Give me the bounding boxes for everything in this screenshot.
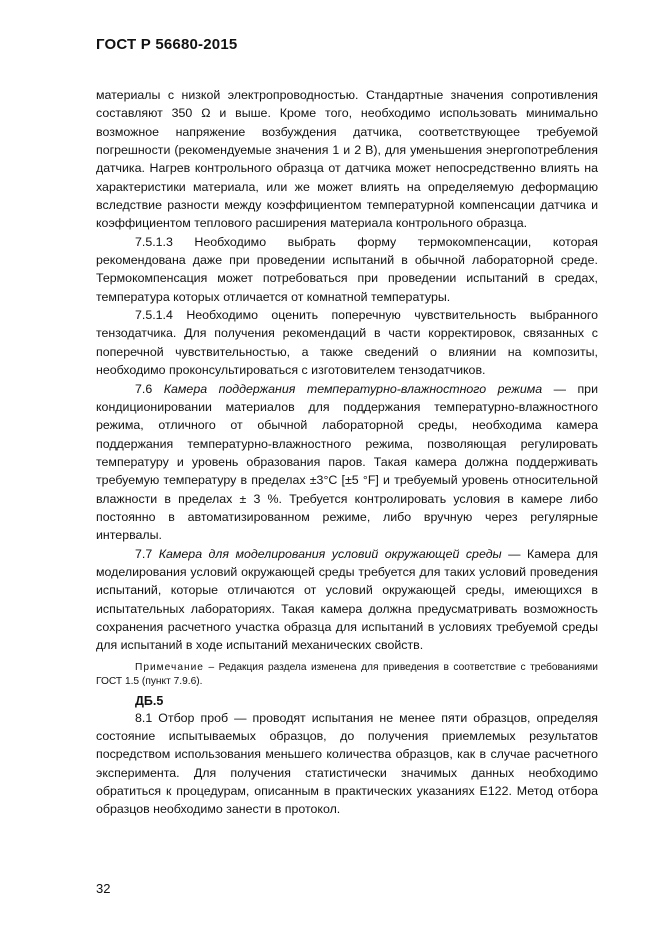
clause-number: 7.6: [135, 381, 153, 396]
note-label: Примечание: [135, 661, 204, 673]
clause-number: 7.7: [135, 546, 153, 561]
clause-text: — при кондиционировании материалов для поддержания температурно-влажностного режима, отличного от обычной лабораторной среды, необходима камера поддержания температурно-влажностного режима, позволяющая регулировать температуру и уровень образования паров. Такая камера должна поддерживать требуемую температуру в пределах ±3°С [±5 °F] и требуемый уровень относительной влажности в пределах ± 3 %. Требуется контролировать условия в камере либо постоянно в автоматизированном режиме, либо вручную через регулярные интервалы.: [96, 381, 598, 543]
paragraph-continuation: материалы с низкой электропроводностью. Стандартные значения сопротивления составляют 350 Ω и выше. Кроме того, необходимо использовать минимально возможное напряжение возбуждения датчика, соответствующее требуемой погрешности (рекомендуемые значения 1 и 2 В), для уменьшения энергопотребления датчика. Нагрев контрольного образца от датчика может непосредственно влиять на характеристики материала, или же может влиять на определяемую деформацию вследствие разности между коэффициентом температурной компенсации датчика и коэффициентом теплового расширения материала контрольного образца.: [96, 88, 598, 231]
page-number: 32: [96, 881, 111, 896]
paragraph-7-6: [96, 380, 598, 545]
note-text: – Редакция раздела изменена для приведения в соответствие с требованиями ГОСТ 1.5 (пункт 7.9.6).: [96, 661, 598, 687]
paragraph-7-5-1-4: 7.5.1.4 Необходимо оценить поперечную чувствительность выбранного тензодатчика. Для получения рекомендаций в части корректировок, связанных с поперечной чувствительностью, а также сведений о влиянии на композиты, необходимо проконсультироваться с изготовителем тензодатчиков.: [96, 308, 598, 378]
clause-text: — Камера для моделирования условий окружающей среды требуется для таких условий проведения испытаний, которые отличаются от условий окружающей среды, имеющихся в испытательных лабораториях. Такая камера должна предусматривать возможность сохранения расчетного участка образца для испытаний в условиях требуемой среды для испытаний в ходе испытаний механических свойств.: [96, 546, 598, 653]
paragraph-7-7: [96, 545, 598, 655]
paragraph-7-5-1-3: 7.5.1.3 Необходимо выбрать форму термокомпенсации, которая рекомендована даже при проведении испытаний в обычной лабораторной среде. Термокомпенсация может потребоваться при проведении испытаний в средах, температура которых отличается от комнатной температуры.: [96, 234, 598, 304]
note: [96, 661, 598, 689]
clause-title: Камера для моделирования условий окружающей среды: [158, 546, 502, 561]
document-header: ГОСТ Р 56680-2015: [96, 36, 238, 53]
paragraph-8-1: 8.1 Отбор проб — проводят испытания не менее пяти образцов, определяя состояние испытываемых образцов, до получения приемлемых результатов посредством использования меньшего количества образцов, как в случае расчетного эксперимента. Для получения статистически значимых данных необходимо обратиться к процедурам, описанным в практических указаниях Е122. Метод отбора образцов необходимо занести в протокол.: [96, 710, 598, 817]
section-heading: ДБ.5: [135, 693, 164, 708]
document-body: [96, 86, 598, 819]
clause-title: Камера поддержания температурно-влажностного режима: [163, 381, 543, 396]
